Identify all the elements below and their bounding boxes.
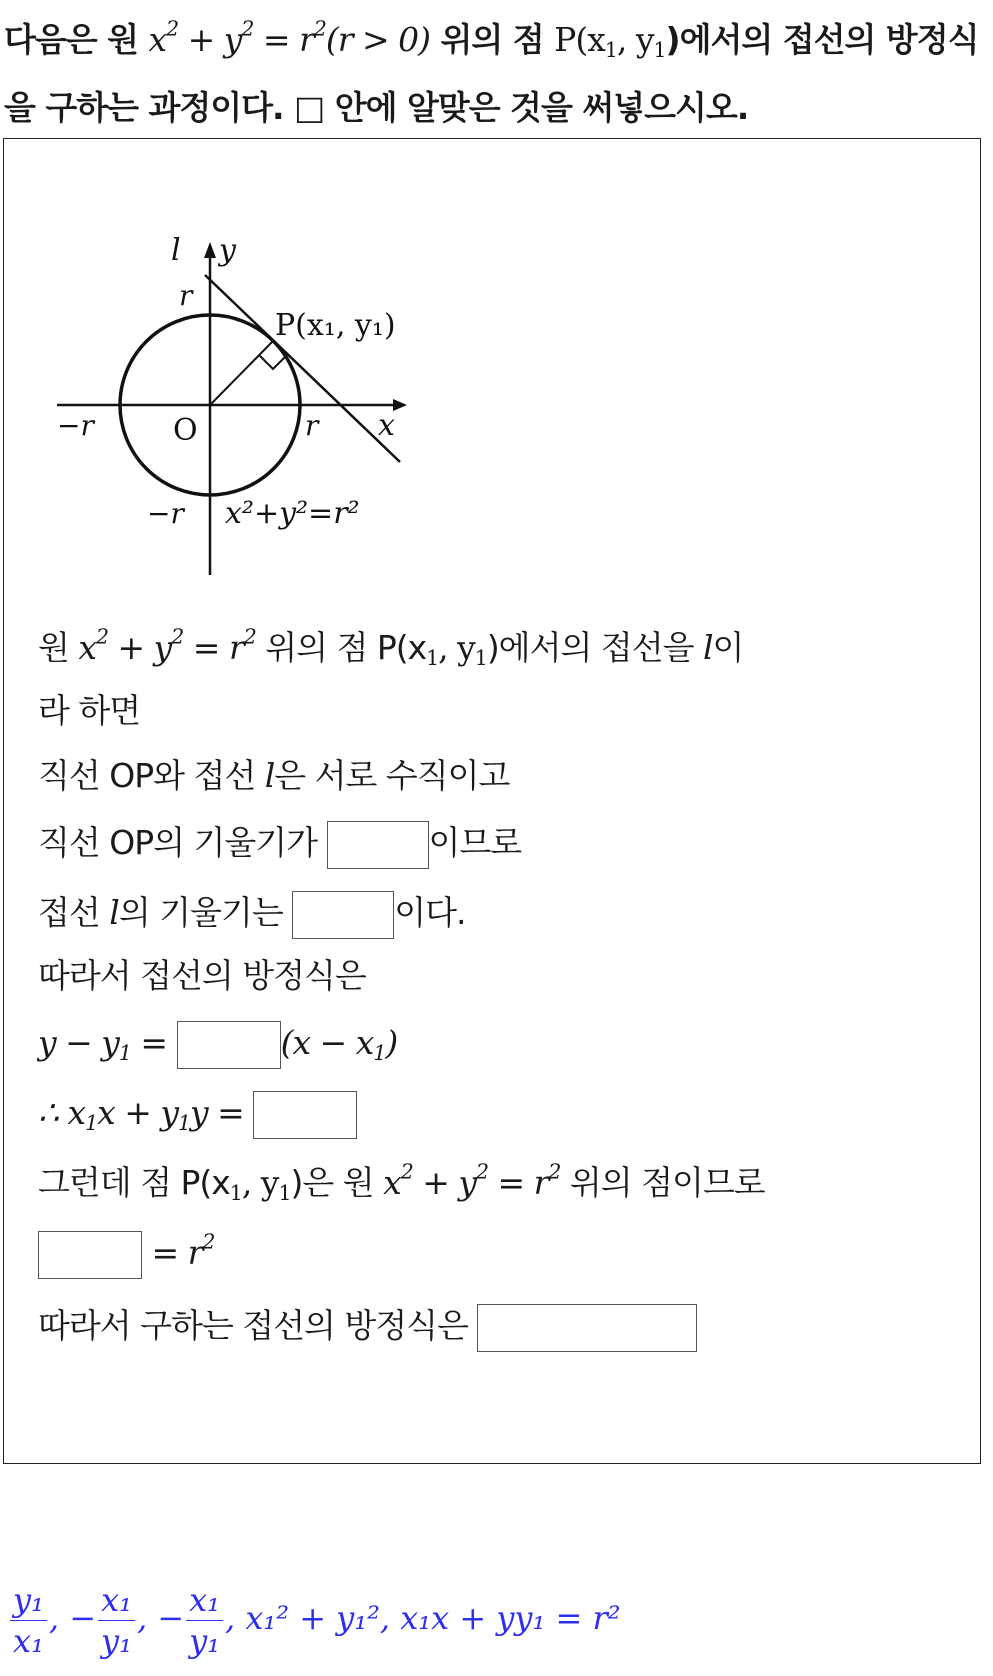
answer-fraction-1: $\frac{\text{y₁}}{\text{x₁}}$ — [10, 1580, 47, 1661]
answer-fraction-3: $\frac{\text{x₁}}{\text{y₁}}$ — [186, 1580, 223, 1661]
label-r-top: r — [179, 279, 193, 312]
answer-box-slope-tangent[interactable] — [292, 891, 394, 939]
answer-box-final-equation[interactable] — [477, 1304, 697, 1352]
x-axis-arrow — [393, 399, 407, 411]
label-neg-r-bottom: −r — [147, 497, 184, 530]
label-circle-eq: x²+y²=r² — [225, 496, 360, 531]
label-r-right: r — [305, 409, 319, 442]
answer-box-coefficient[interactable] — [177, 1021, 281, 1069]
label-x: x — [378, 408, 395, 443]
answer-rest: , x₁² + y₁², x₁x + yy₁ = r² — [224, 1599, 621, 1637]
question-text: 다음은 원 $x^2 + y^2 = r^2(r > 0)$ 위의 점 $P(x_1$, $y_1$)에서의 접선의 방정식을 구하는 과정이다. □ 안에 알맞은 것을 써넣으시오. — [4, 16, 979, 127]
tangent-diagram — [55, 230, 495, 620]
label-y: y — [219, 233, 236, 268]
answer-key: $\frac{\text{y₁}}{\text{x₁}}$ , − $\frac{\text{x₁}}{\text{y₁}}$ , − $\frac{\text{x₁}}{\text{y₁}}$ , x₁² + y₁², x₁x + yy₁ = r² — [8, 1580, 621, 1670]
label-origin: O — [173, 413, 198, 448]
y-axis-arrow — [204, 242, 216, 258]
answer-box-sum-of-squares[interactable] — [38, 1231, 142, 1279]
answer-fraction-2: $\frac{\text{x₁}}{\text{y₁}}$ — [98, 1580, 135, 1661]
line-10: = $r^2$ — [38, 1225, 214, 1281]
line-2: 라 하면 — [38, 691, 141, 730]
label-point: P(x₁, y₁) — [275, 308, 396, 343]
radius-op — [210, 341, 273, 405]
line-3: 직선 OP와 접선 l은 서로 수직이고 — [38, 756, 510, 795]
tangent-line — [205, 275, 400, 462]
line-11: 따라서 구하는 접선의 방정식은 — [38, 1298, 697, 1354]
label-l: l — [171, 233, 181, 268]
right-angle-mark — [259, 355, 287, 369]
line-8: ∴ $x_1x + y_1y$ = — [38, 1085, 357, 1141]
line-7: $y - y_1 = (x - x_1)$ — [38, 1015, 397, 1071]
line-5: 접선 l의 기울기는 이다. — [38, 885, 465, 941]
answer-box-slope-op[interactable] — [327, 821, 429, 869]
answer-box-rhs[interactable] — [253, 1091, 357, 1139]
line-1: 원 $x^2 + y^2 = r^2$ 위의 점 $P(x_1$, $y_1$)에서의 접선을 l이 — [38, 624, 744, 671]
line-6: 따라서 접선의 방정식은 — [38, 956, 366, 995]
line-4: 직선 OP의 기울기가 이므로 — [38, 815, 521, 871]
line-9: 그런데 점 $P(x_1$, $y_1$)은 원 $x^2 + y^2 = r^2$ 위의 점이므로 — [38, 1159, 765, 1206]
label-neg-r-left: −r — [57, 409, 94, 442]
